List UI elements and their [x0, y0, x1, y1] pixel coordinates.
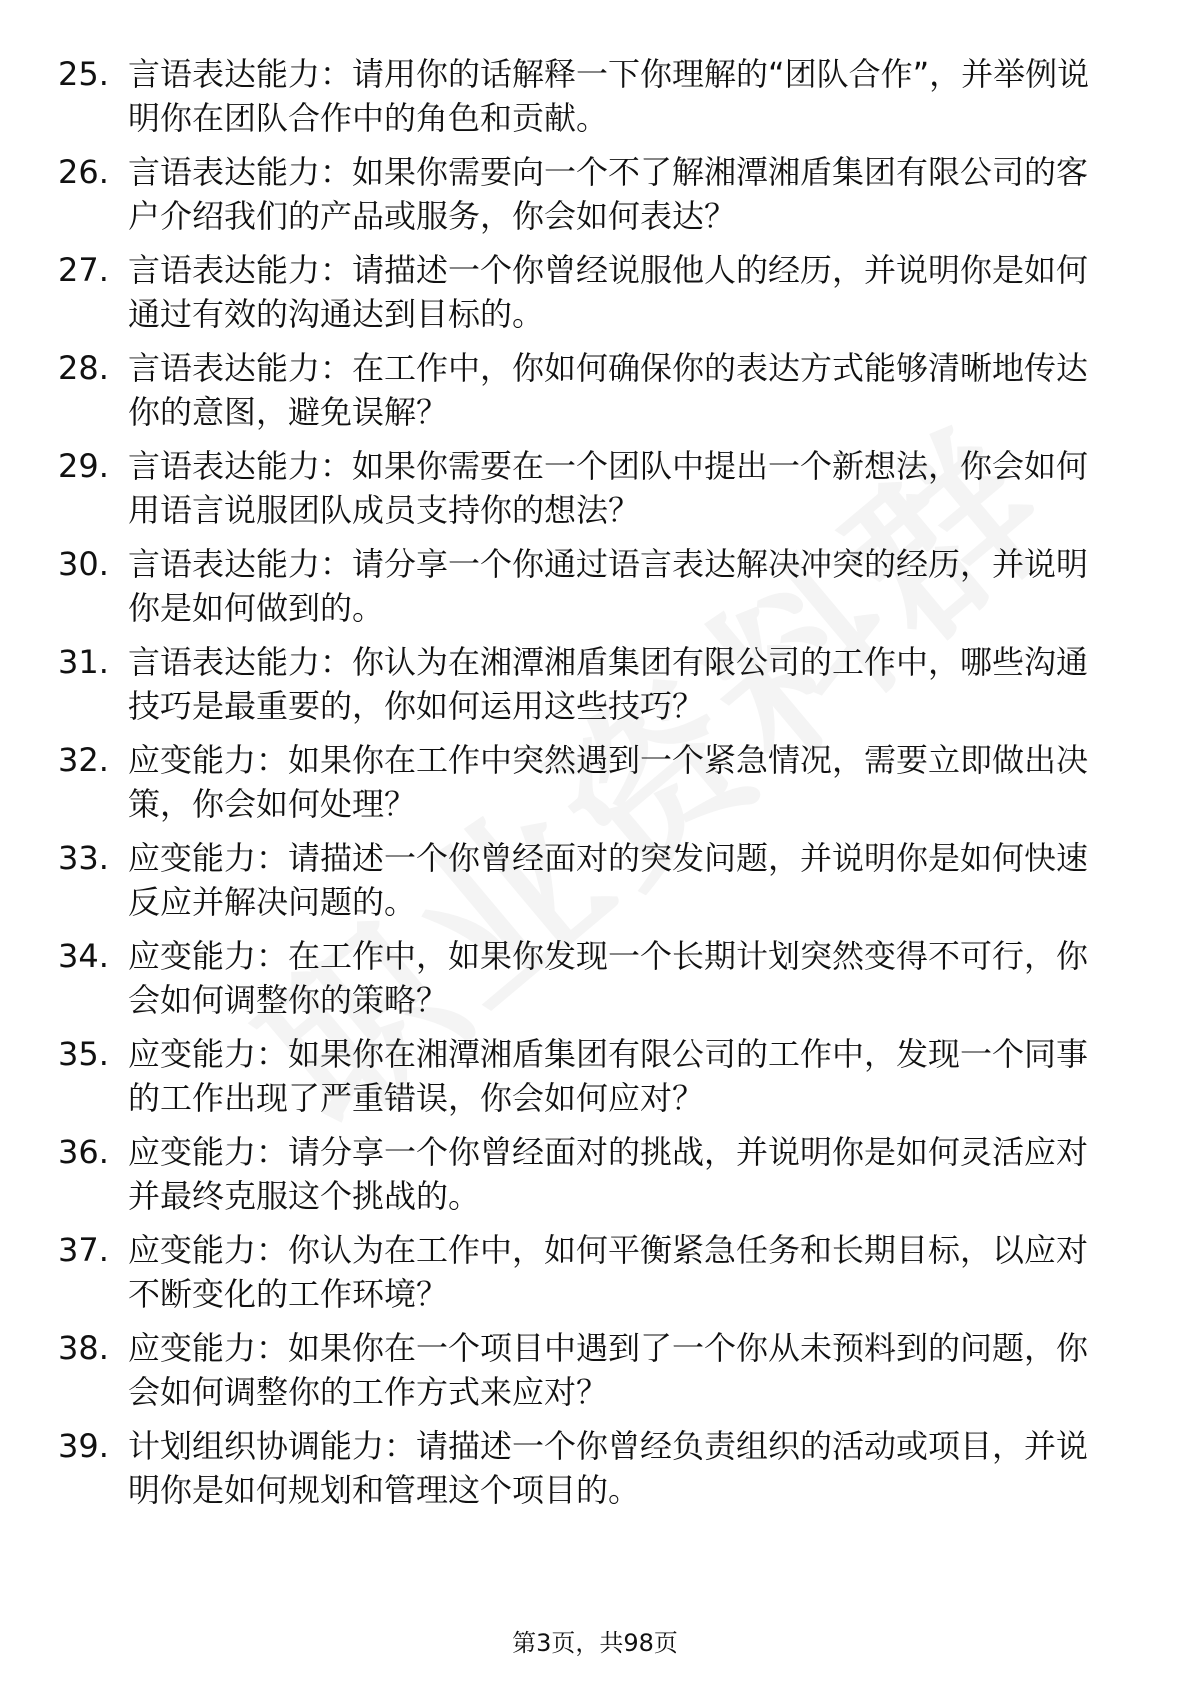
question-item-36 — [58, 1130, 1118, 1218]
question-text: 言语表达能力：如果你需要向一个不了解湘潭湘盾集团有限公司的客户介绍我们的产品或服务，你会如何表达？ — [128, 153, 1089, 235]
question-item-33 — [58, 836, 1118, 924]
question-number: 30. — [58, 545, 109, 583]
question-item-31 — [58, 640, 1118, 728]
question-text: 言语表达能力：在工作中，你如何确保你的表达方式能够清晰地传达你的意图，避免误解？ — [128, 349, 1089, 431]
question-number: 25. — [58, 55, 109, 93]
question-item-32 — [58, 738, 1118, 826]
question-number: 31. — [58, 643, 109, 681]
question-text: 言语表达能力：请用你的话解释一下你理解的“团队合作”，并举例说明你在团队合作中的角色和贡献。 — [128, 55, 1090, 137]
question-number: 38. — [58, 1329, 109, 1367]
question-number: 28. — [58, 349, 109, 387]
question-number: 32. — [58, 741, 109, 779]
question-number: 34. — [58, 937, 109, 975]
question-item-38 — [58, 1326, 1118, 1414]
question-item-35 — [58, 1032, 1118, 1120]
question-number: 33. — [58, 839, 109, 877]
question-text: 应变能力：请分享一个你曾经面对的挑战，并说明你是如何灵活应对并最终克服这个挑战的。 — [128, 1133, 1089, 1215]
question-list — [58, 52, 1118, 1512]
question-item-37 — [58, 1228, 1118, 1316]
question-item-25 — [58, 52, 1118, 140]
question-text: 应变能力：如果你在一个项目中遇到了一个你从未预料到的问题，你会如何调整你的工作方式来应对？ — [128, 1329, 1089, 1411]
question-text: 言语表达能力：如果你需要在一个团队中提出一个新想法，你会如何用语言说服团队成员支持你的想法？ — [128, 447, 1089, 529]
question-text: 计划组织协调能力：请描述一个你曾经负责组织的活动或项目，并说明你是如何规划和管理这个项目的。 — [128, 1427, 1089, 1509]
question-number: 37. — [58, 1231, 109, 1269]
question-number: 39. — [58, 1427, 109, 1465]
question-item-39 — [58, 1424, 1118, 1512]
question-item-29 — [58, 444, 1118, 532]
question-text: 应变能力：如果你在工作中突然遇到一个紧急情况，需要立即做出决策，你会如何处理？ — [128, 741, 1089, 823]
question-text: 应变能力：你认为在工作中，如何平衡紧急任务和长期目标，以应对不断变化的工作环境？ — [128, 1231, 1089, 1313]
question-item-30 — [58, 542, 1118, 630]
question-number: 36. — [58, 1133, 109, 1171]
question-item-26 — [58, 150, 1118, 238]
question-item-27 — [58, 248, 1118, 336]
question-text: 应变能力：在工作中，如果你发现一个长期计划突然变得不可行，你会如何调整你的策略？ — [128, 937, 1089, 1019]
question-text: 言语表达能力：请描述一个你曾经说服他人的经历，并说明你是如何通过有效的沟通达到目标的。 — [128, 251, 1089, 333]
page-number-label: 第3页，共98页 — [512, 1629, 678, 1657]
question-number: 27. — [58, 251, 109, 289]
page-footer — [0, 1628, 1190, 1658]
question-number: 26. — [58, 153, 109, 191]
question-text: 应变能力：请描述一个你曾经面对的突发问题，并说明你是如何快速反应并解决问题的。 — [128, 839, 1089, 921]
question-item-28 — [58, 346, 1118, 434]
question-number: 29. — [58, 447, 109, 485]
question-text: 言语表达能力：请分享一个你通过语言表达解决冲突的经历，并说明你是如何做到的。 — [128, 545, 1089, 627]
question-text: 应变能力：如果你在湘潭湘盾集团有限公司的工作中，发现一个同事的工作出现了严重错误，你会如何应对？ — [128, 1035, 1089, 1117]
question-item-34 — [58, 934, 1118, 1022]
question-number: 35. — [58, 1035, 109, 1073]
question-text: 言语表达能力：你认为在湘潭湘盾集团有限公司的工作中，哪些沟通技巧是最重要的，你如何运用这些技巧？ — [128, 643, 1089, 725]
